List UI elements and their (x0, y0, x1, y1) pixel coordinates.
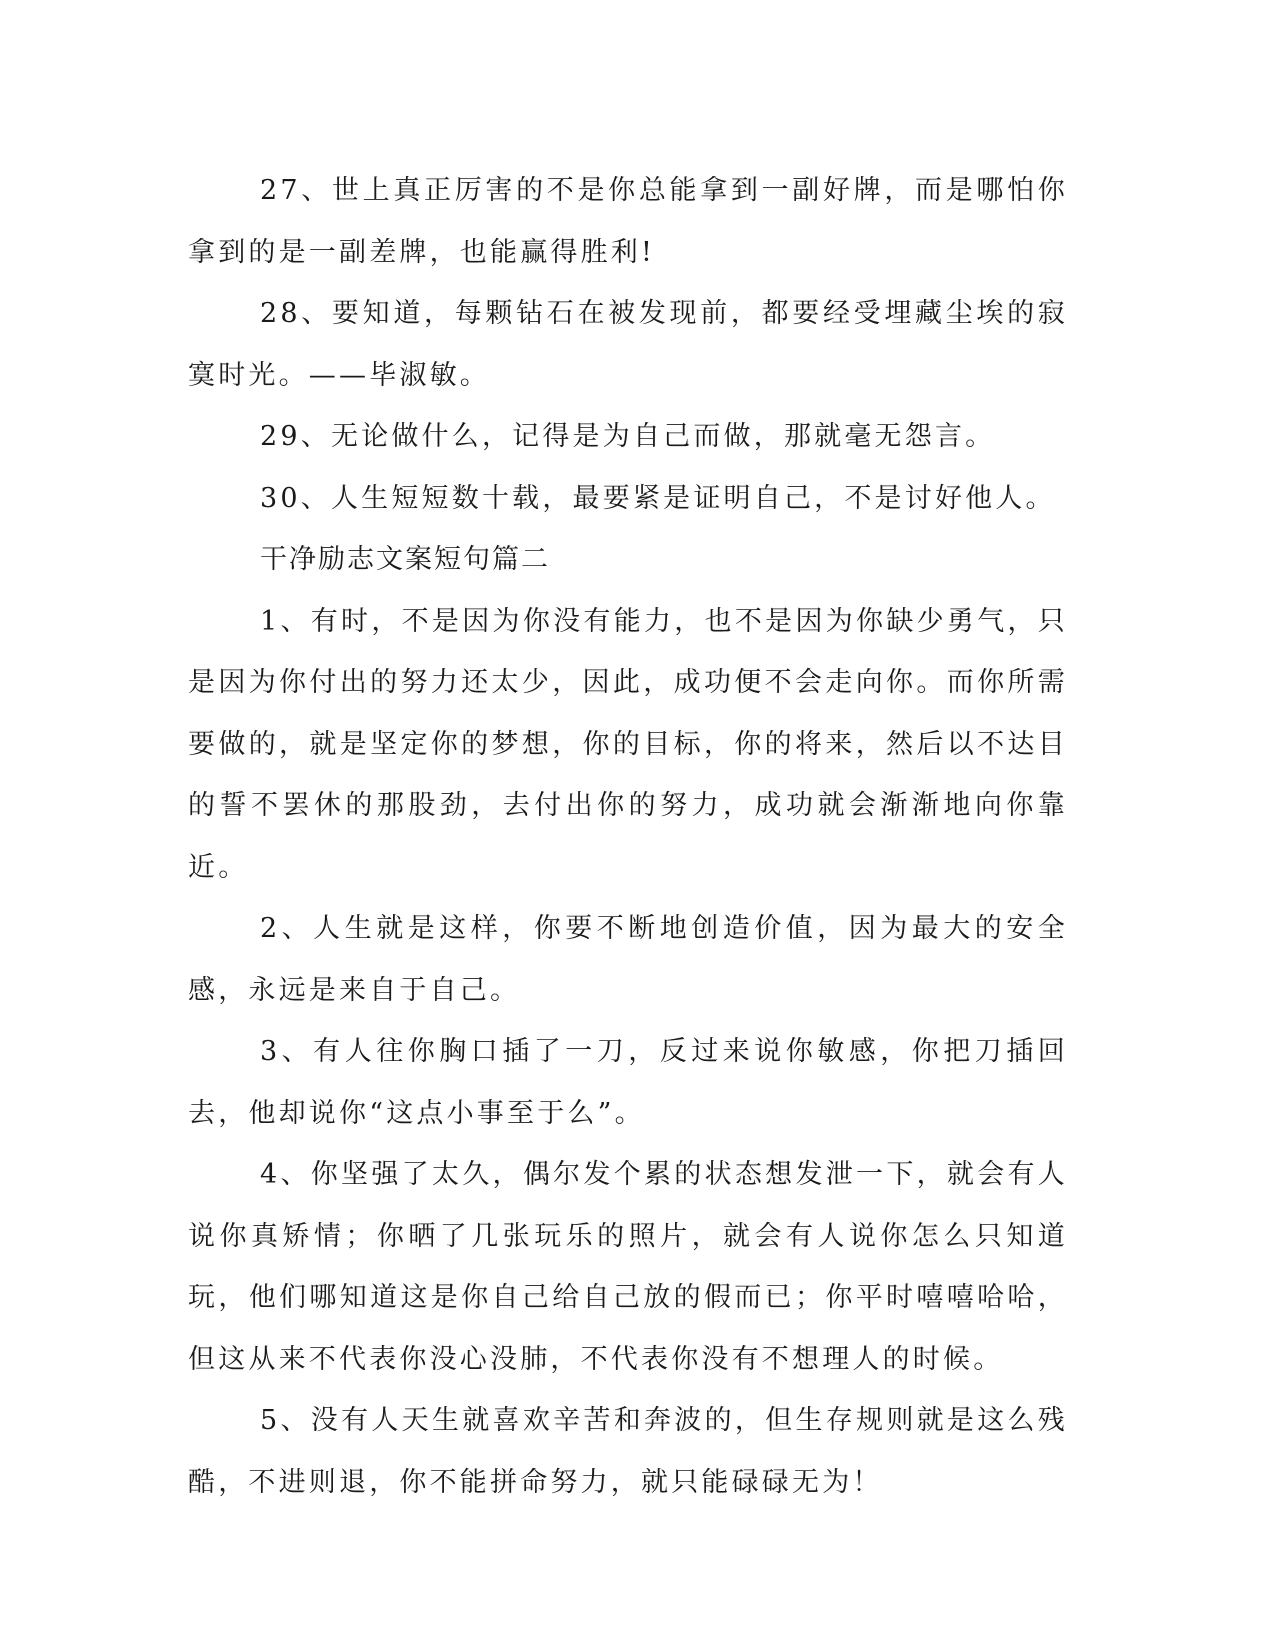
document-body (188, 160, 1068, 1513)
section-heading: 干净励志文案短句篇二 (260, 544, 550, 575)
section-paragraph-1: 1、有时，不是因为你没有能力，也不是因为你缺少勇气，只是因为你付出的努力还太少，因此，成功便不会走向你。而你所需要做的，就是坚定你的梦想，你的目标，你的将来，然后以不达目的誓不罢休的那股劲，去付出你的努力，成功就会渐渐地向你靠近。 (188, 605, 1068, 883)
paragraph-27: 27、世上真正厉害的不是你总能拿到一副好牌，而是哪怕你拿到的是一副差牌，也能赢得胜利! (188, 175, 1068, 268)
section-paragraph-5: 5、没有人天生就喜欢辛苦和奔波的，但生存规则就是这么残酷，不进则退，你不能拼命努力，就只能碌碌无为！ (188, 1405, 1068, 1498)
paragraph-28: 28、要知道，每颗钻石在被发现前，都要经受埋藏尘埃的寂寞时光。——毕淑敏。 (188, 298, 1068, 391)
section-paragraph-2: 2、人生就是这样，你要不断地创造价值，因为最大的安全感，永远是来自于自己。 (188, 913, 1068, 1006)
paragraph-30: 30、人生短短数十载，最要紧是证明自己，不是讨好他人。 (260, 482, 1056, 514)
section-paragraph-3: 3、有人往你胸口插了一刀，反过来说你敏感，你把刀插回去，他却说你“这点小事至于么”。 (188, 1036, 1068, 1129)
section-paragraph-4: 4、你坚强了太久，偶尔发个累的状态想发泄一下，就会有人说你真矫情；你晒了几张玩乐的照片，就会有人说你怎么只知道玩，他们哪知道这是你自己给自己放的假而已；你平时嘻嘻哈哈，但这从来不代表你没心没肺，不代表你没有不想理人的时候。 (188, 1159, 1068, 1375)
paragraph-29: 29、无论做什么，记得是为自己而做，那就毫无怨言。 (260, 421, 996, 452)
